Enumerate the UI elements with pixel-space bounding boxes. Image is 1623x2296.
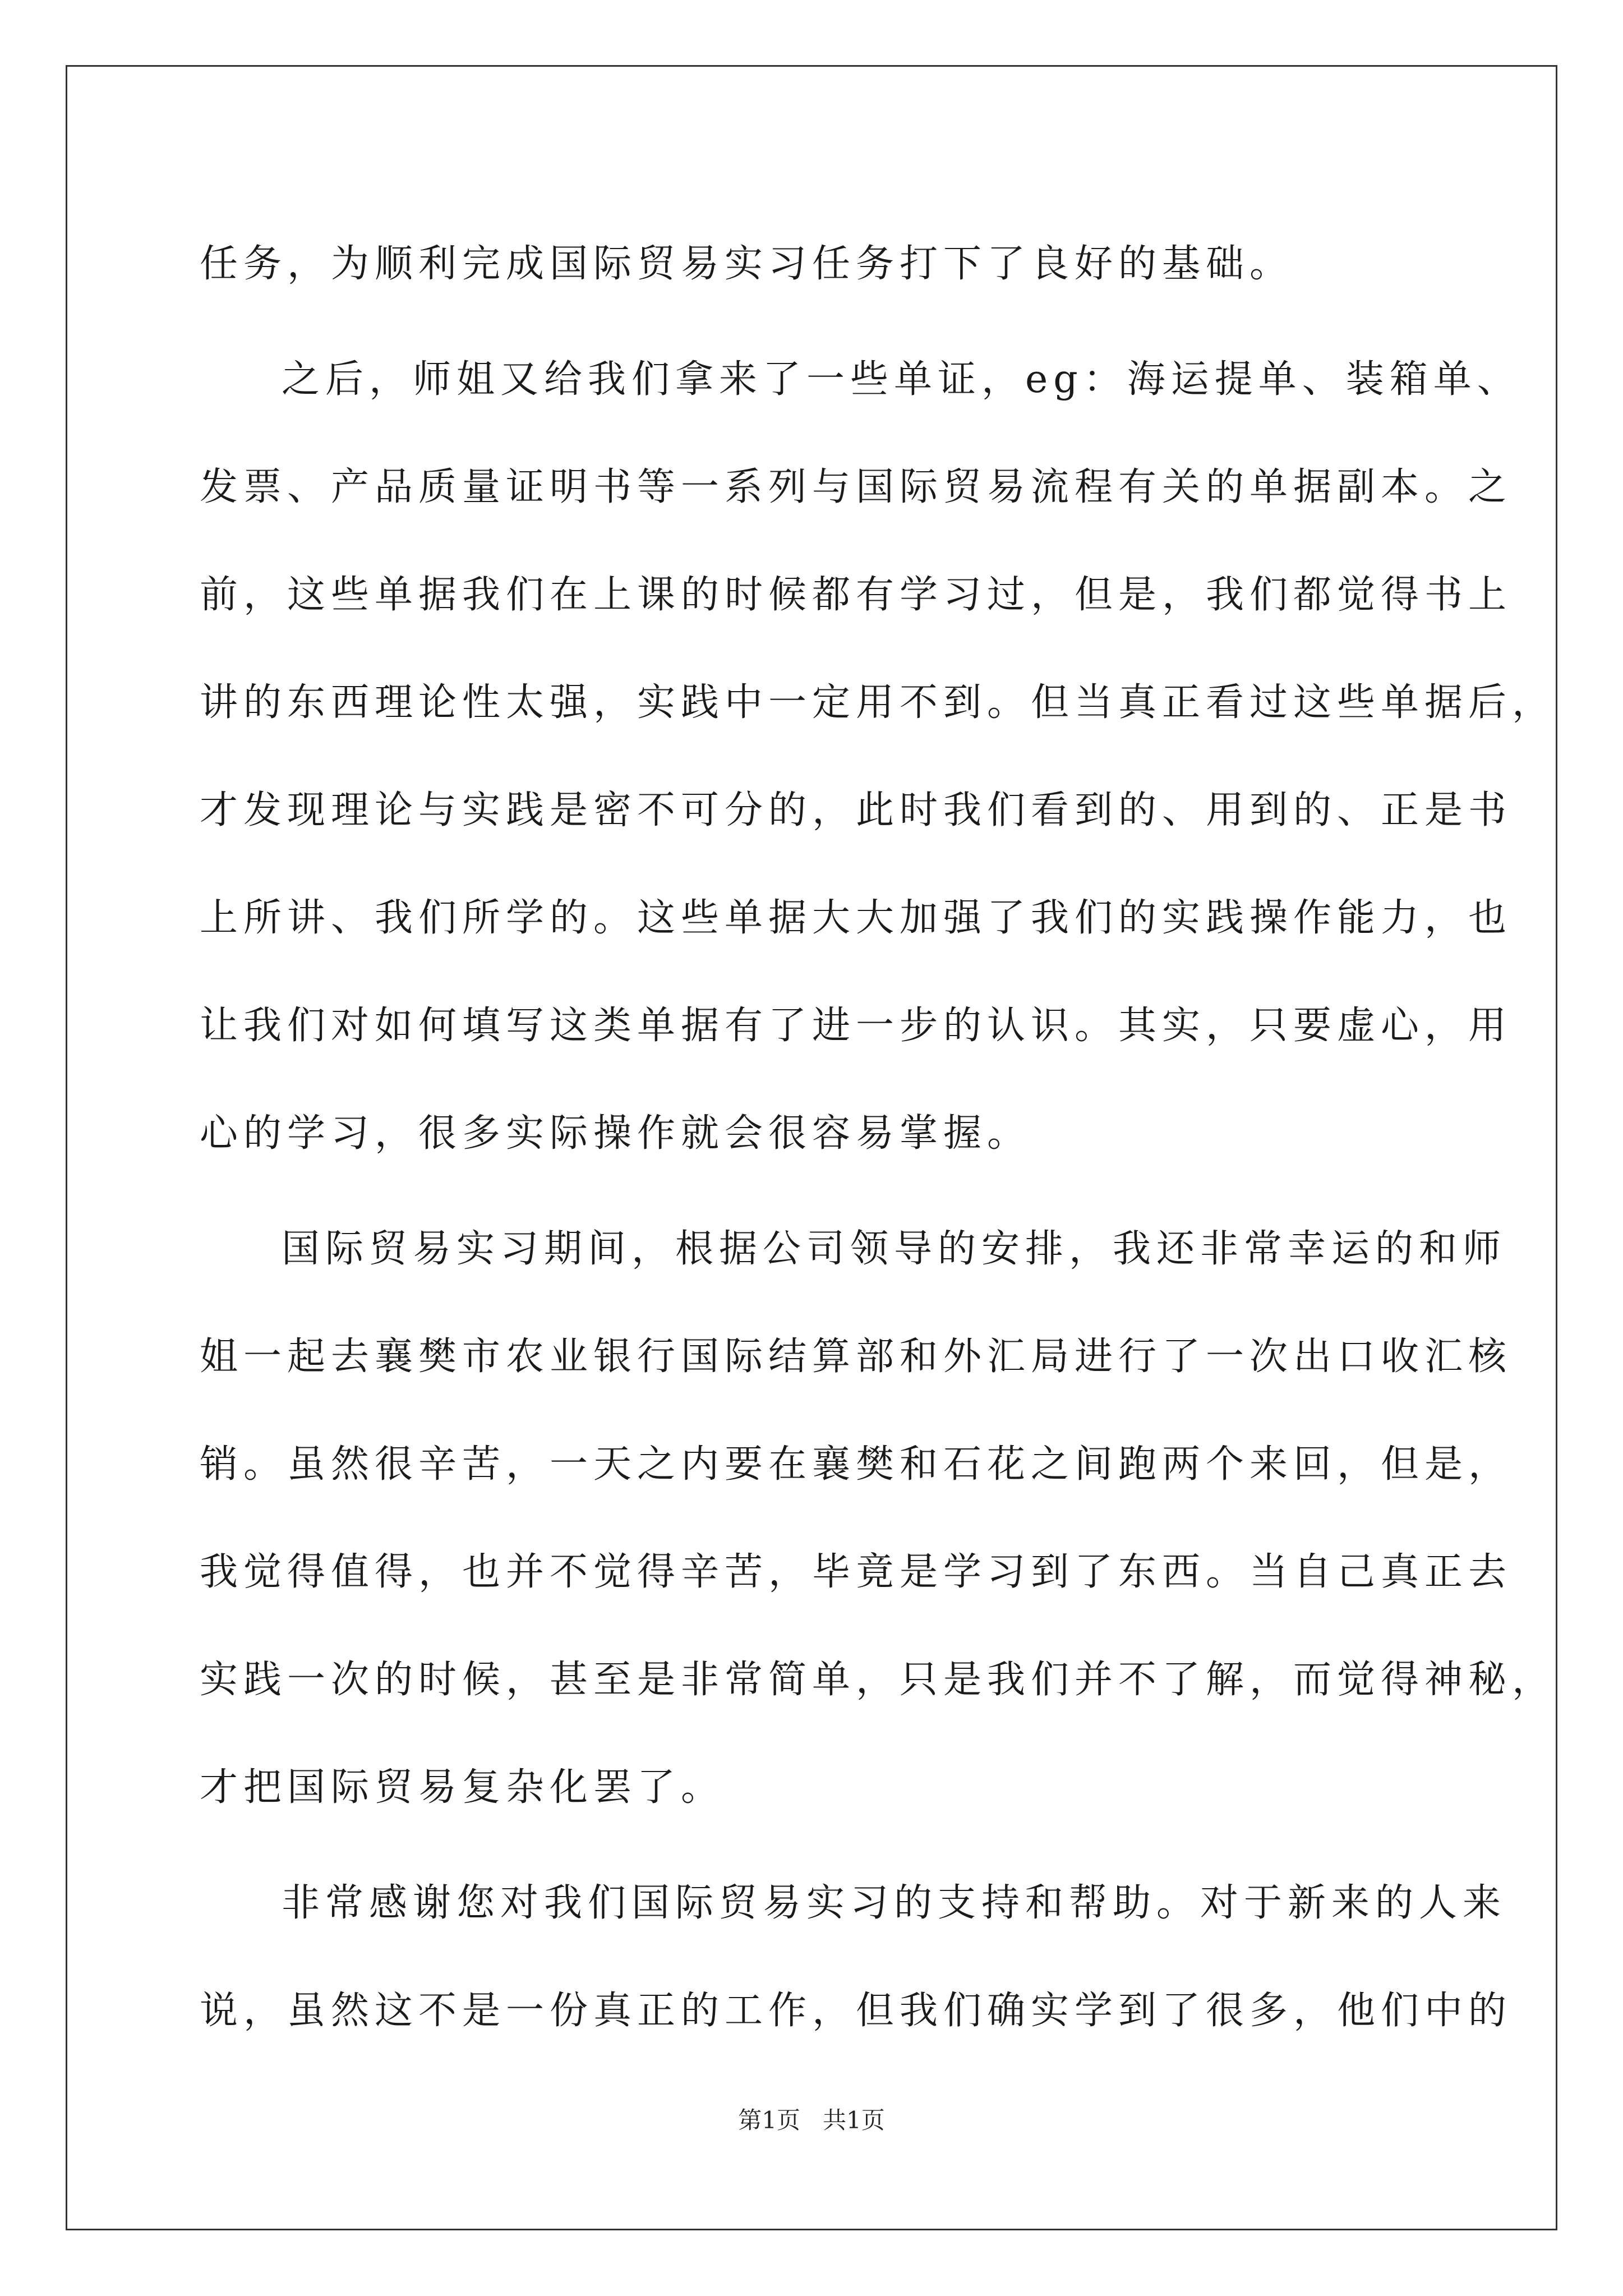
paragraph [200,210,1428,318]
text-line: 国际贸易实习期间，根据公司领导的安排，我还非常幸运的和师 [282,1227,1507,1271]
document-body [200,210,1556,2065]
page-number-total: 共1页 [823,2106,885,2134]
text-line: 说，虽然这不是一份真正的工作，但我们确实学到了很多，他们中的 [200,1989,1513,2033]
text-line: 让我们对如何填写这类单据有了进一步的认识。其实，只要虚心，用 [200,1004,1513,1048]
text-line: 实践一次的时候，甚至是非常简单，只是我们并不了解，而觉得神秘， [200,1658,1556,1702]
text-line: 之后，师姐又给我们拿来了一些单证，eg：海运提单、装箱单、 [282,357,1521,402]
text-line: 讲的东西理论性太强，实践中一定用不到。但当真正看过这些单据后， [200,680,1556,725]
text-line: 任务，为顺利完成国际贸易实习任务打下了良好的基础。 [200,242,1294,286]
text-line: 才把国际贸易复杂化罢了。 [200,1765,725,1810]
text-line: 发票、产品质量证明书等一系列与国际贸易流程有关的单据副本。之 [200,465,1513,509]
text-line: 前，这些单据我们在上课的时候都有学习过，但是，我们都觉得书上 [200,573,1513,617]
paragraph [200,1849,1513,2065]
text-line: 非常感谢您对我们国际贸易实习的支持和帮助。对于新来的人来 [282,1881,1507,1925]
text-line: 上所讲、我们所学的。这些单据大大加强了我们的实践操作能力，也 [200,896,1513,940]
paragraph [200,326,1556,1188]
text-line: 我觉得值得，也并不觉得辛苦，毕竟是学习到了东西。当自己真正去 [200,1550,1513,1594]
text-line: 才发现理论与实践是密不可分的，此时我们看到的、用到的、正是书 [200,788,1513,832]
text-line: 销。虽然很辛苦，一天之内要在襄樊和石花之间跑两个来回，但是， [200,1442,1513,1487]
text-line: 姐一起去襄樊市农业银行国际结算部和外汇局进行了一次出口收汇核 [200,1335,1513,1379]
paragraph [200,1195,1556,1842]
text-line: 心的学习，很多实际操作就会很容易掌握。 [200,1111,1031,1156]
page-footer [0,2104,1623,2137]
page-number-current: 第1页 [738,2106,800,2134]
